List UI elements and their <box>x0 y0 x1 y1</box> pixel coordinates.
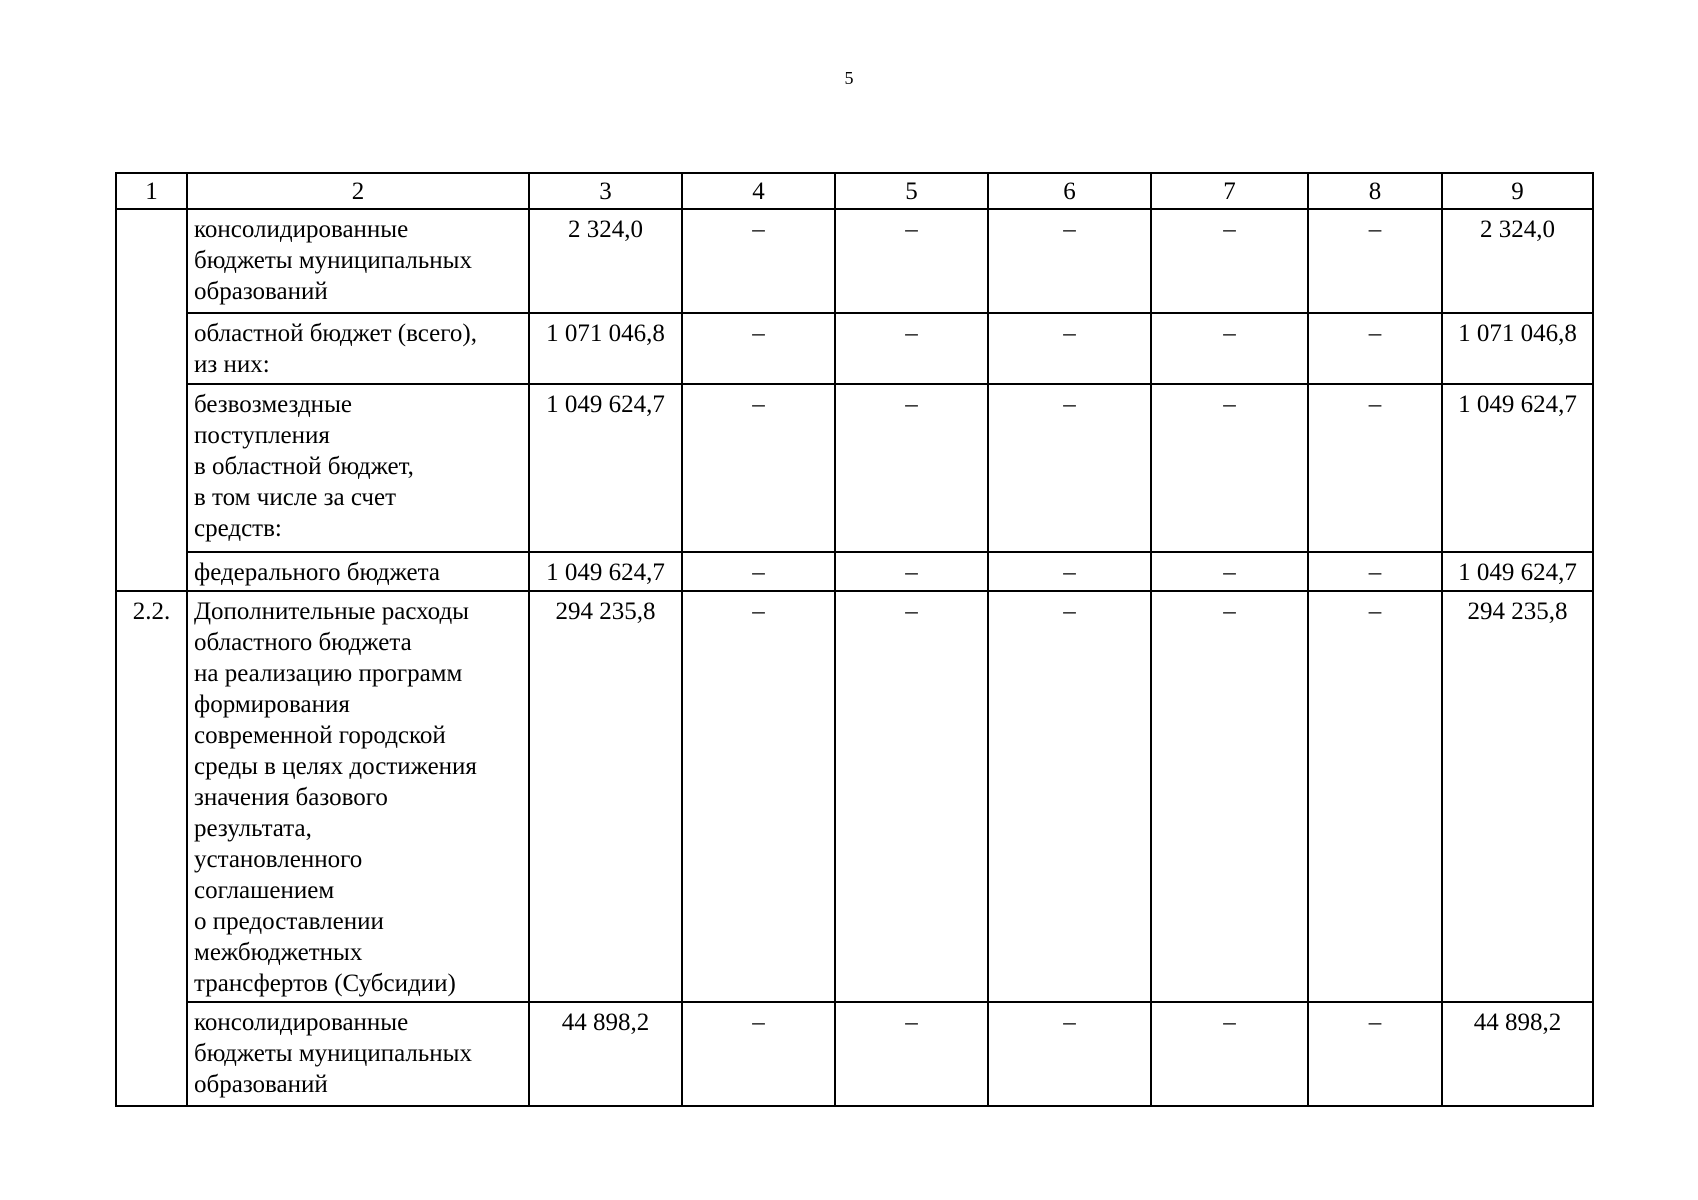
dash-cell: – <box>1151 552 1308 591</box>
value-cell: 294 235,8 <box>529 591 682 1002</box>
dash-cell: – <box>1308 313 1442 384</box>
dash-cell: – <box>835 552 988 591</box>
dash-cell: – <box>835 384 988 552</box>
row-description: консолидированные бюджеты муниципальных образований <box>187 209 529 313</box>
row-description: консолидированные бюджеты муниципальных образований <box>187 1002 529 1106</box>
column-header-4: 4 <box>682 173 835 209</box>
dash-cell: – <box>682 552 835 591</box>
row-number-cell <box>116 209 187 591</box>
value-cell: 1 049 624,7 <box>529 384 682 552</box>
dash-cell: – <box>1151 1002 1308 1106</box>
budget-table <box>115 172 1594 1107</box>
value-cell: 1 071 046,8 <box>1442 313 1593 384</box>
dash-cell: – <box>988 384 1151 552</box>
dash-cell: – <box>1151 209 1308 313</box>
dash-cell: – <box>835 591 988 1002</box>
value-cell: 1 049 624,7 <box>1442 552 1593 591</box>
dash-cell: – <box>835 1002 988 1106</box>
dash-cell: – <box>1308 384 1442 552</box>
dash-cell: – <box>835 209 988 313</box>
dash-cell: – <box>988 591 1151 1002</box>
value-cell: 1 071 046,8 <box>529 313 682 384</box>
dash-cell: – <box>988 313 1151 384</box>
column-header-3: 3 <box>529 173 682 209</box>
table-row <box>116 209 1593 313</box>
row-description: федерального бюджета <box>187 552 529 591</box>
dash-cell: – <box>988 209 1151 313</box>
column-header-8: 8 <box>1308 173 1442 209</box>
row-description: областной бюджет (всего), из них: <box>187 313 529 384</box>
table-row <box>116 1002 1593 1106</box>
table-header-row <box>116 173 1593 209</box>
dash-cell: – <box>988 552 1151 591</box>
table-row <box>116 313 1593 384</box>
dash-cell: – <box>682 1002 835 1106</box>
value-cell: 1 049 624,7 <box>1442 384 1593 552</box>
dash-cell: – <box>682 591 835 1002</box>
row-description: безвозмездные поступления в областной бюджет, в том числе за счет средств: <box>187 384 529 552</box>
dash-cell: – <box>1308 209 1442 313</box>
value-cell: 44 898,2 <box>1442 1002 1593 1106</box>
dash-cell: – <box>682 209 835 313</box>
column-header-9: 9 <box>1442 173 1593 209</box>
table-row <box>116 552 1593 591</box>
row-description: Дополнительные расходы областного бюджета на реализацию программ формирования современной городской среды в целях достижения значения базового результата, установленного соглашением о предоставлении межбюджетных трансфертов (Субсидии) <box>187 591 529 1002</box>
dash-cell: – <box>1151 313 1308 384</box>
dash-cell: – <box>682 384 835 552</box>
row-number-cell: 2.2. <box>116 591 187 1106</box>
value-cell: 44 898,2 <box>529 1002 682 1106</box>
value-cell: 2 324,0 <box>1442 209 1593 313</box>
page-number: 5 <box>844 68 854 88</box>
value-cell: 1 049 624,7 <box>529 552 682 591</box>
table-row <box>116 384 1593 552</box>
dash-cell: – <box>1151 384 1308 552</box>
dash-cell: – <box>682 313 835 384</box>
dash-cell: – <box>1151 591 1308 1002</box>
column-header-6: 6 <box>988 173 1151 209</box>
column-header-1: 1 <box>116 173 187 209</box>
column-header-7: 7 <box>1151 173 1308 209</box>
value-cell: 2 324,0 <box>529 209 682 313</box>
value-cell: 294 235,8 <box>1442 591 1593 1002</box>
column-header-2: 2 <box>187 173 529 209</box>
column-header-5: 5 <box>835 173 988 209</box>
dash-cell: – <box>1308 552 1442 591</box>
dash-cell: – <box>835 313 988 384</box>
dash-cell: – <box>988 1002 1151 1106</box>
dash-cell: – <box>1308 591 1442 1002</box>
dash-cell: – <box>1308 1002 1442 1106</box>
table-row <box>116 591 1593 1002</box>
